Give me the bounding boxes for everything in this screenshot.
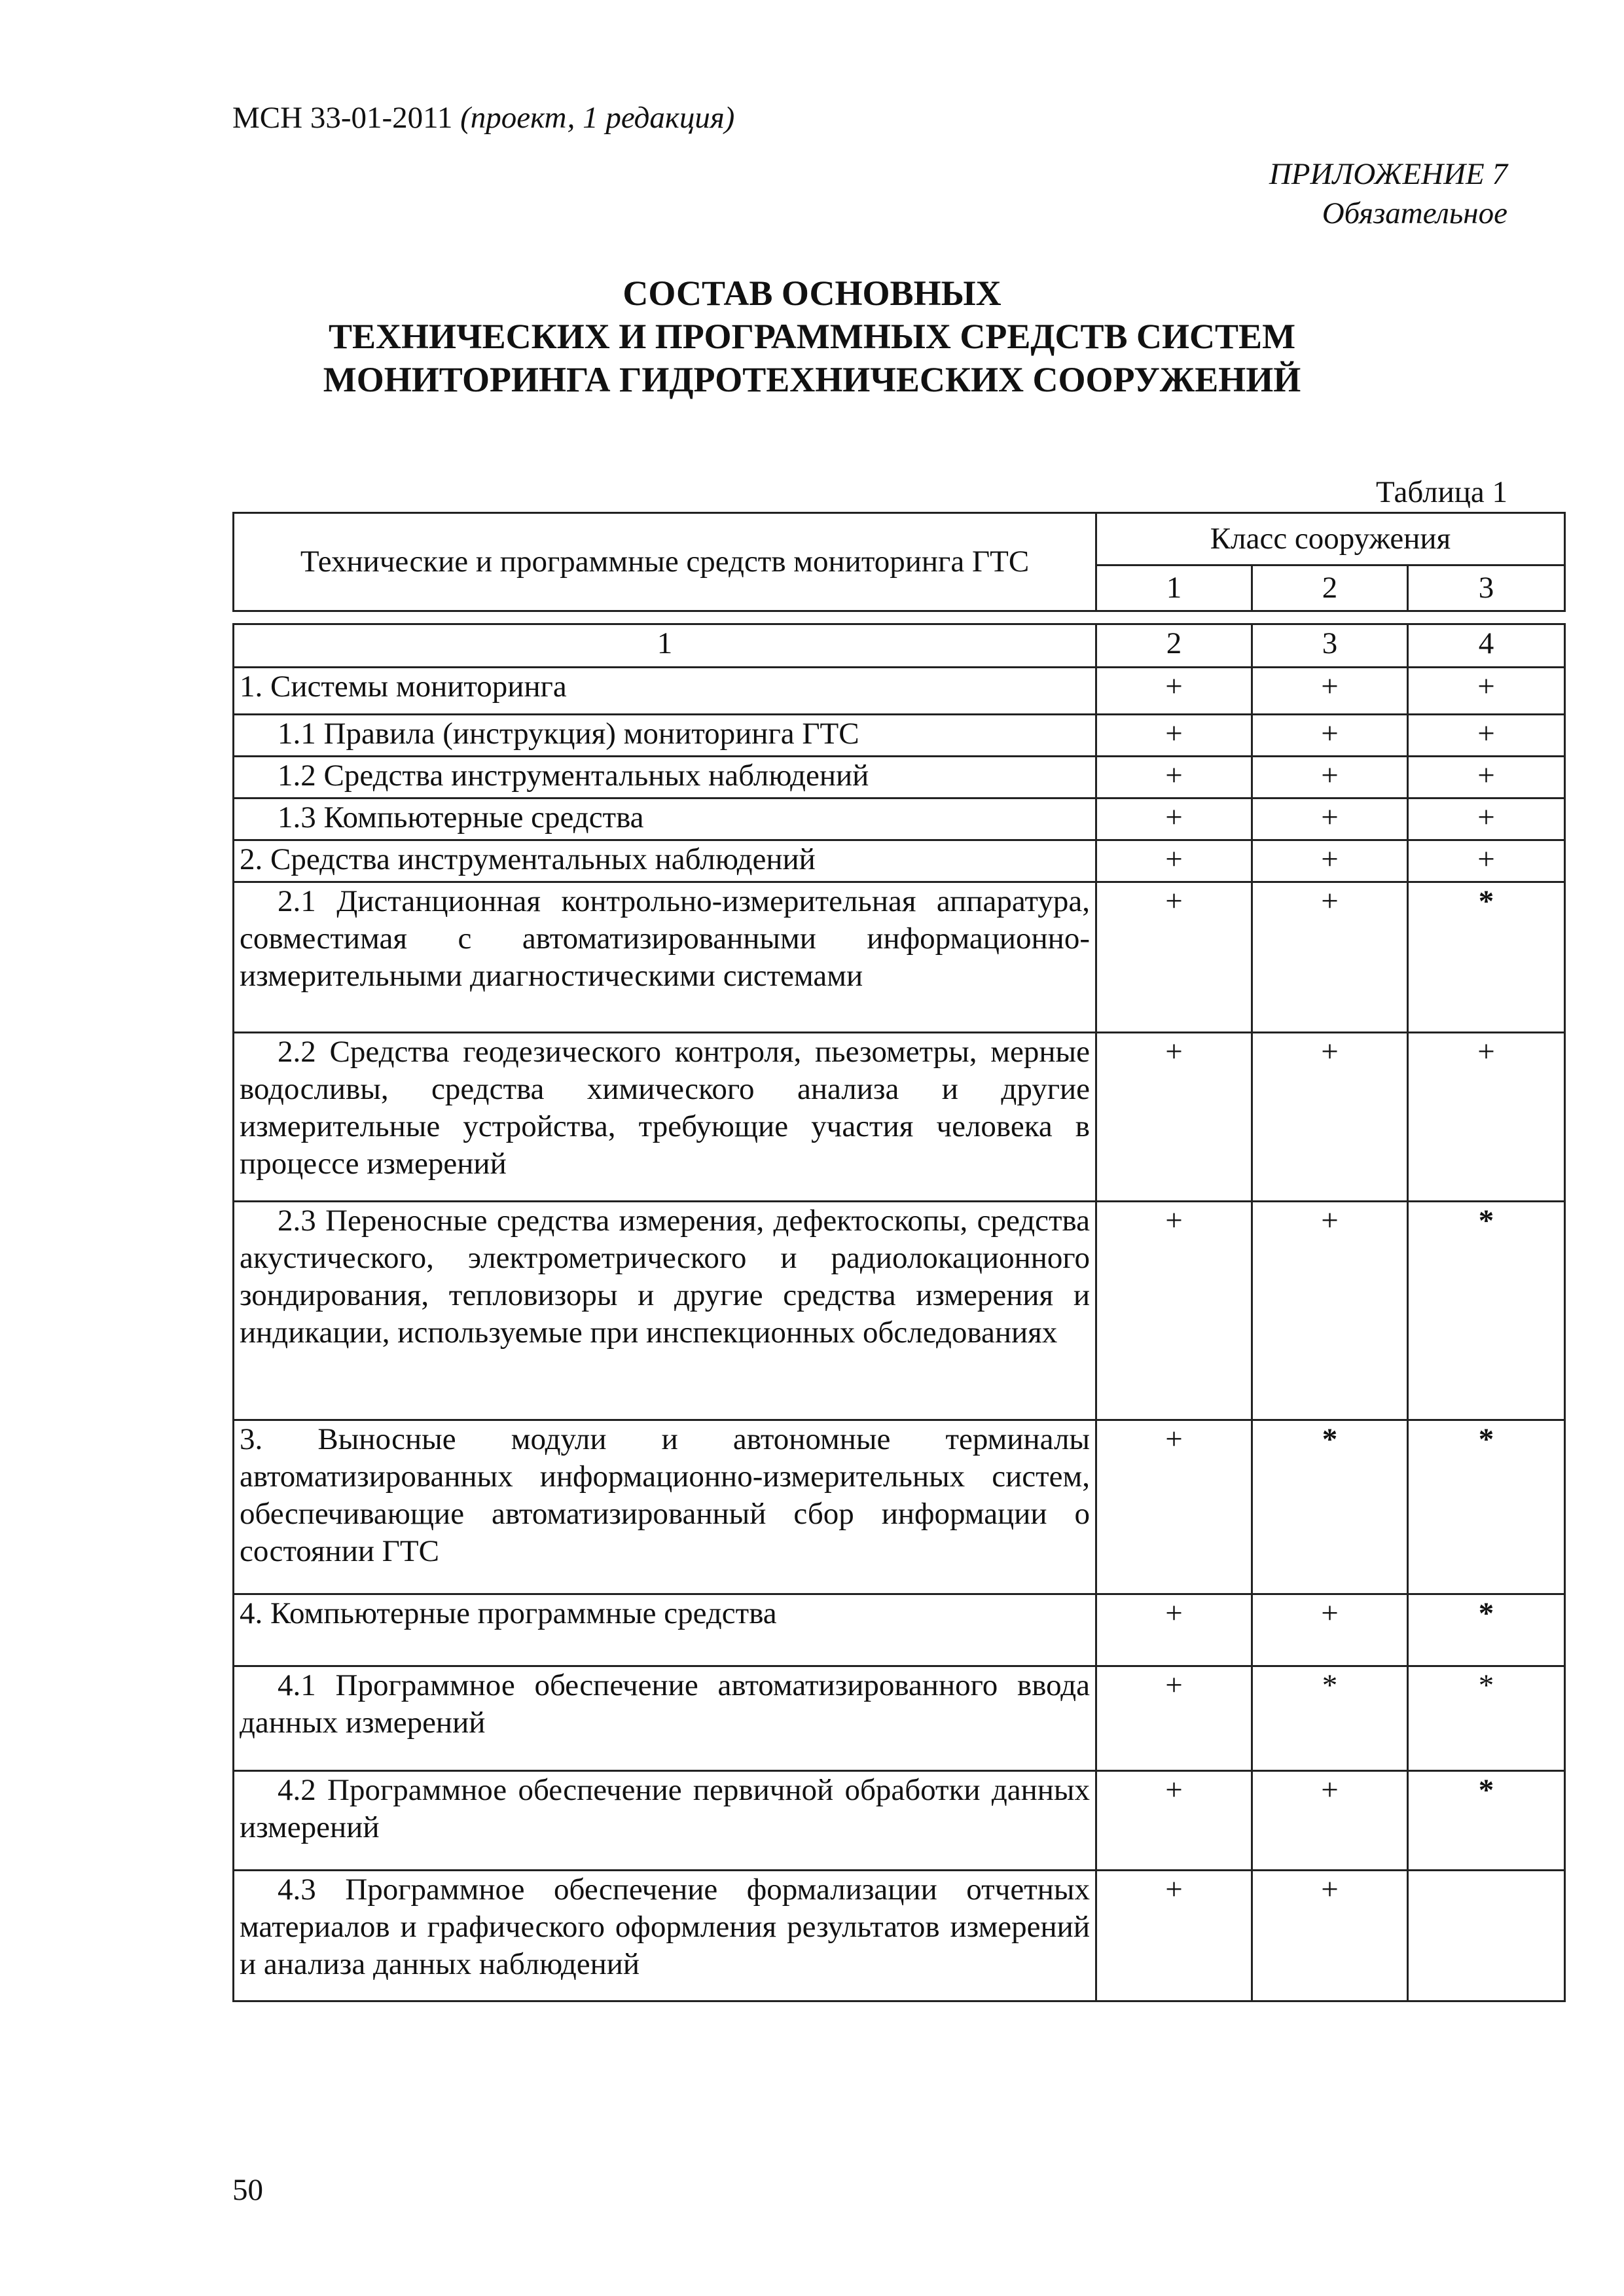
row-value-class-3: * <box>1408 1594 1565 1666</box>
row-value-class-3: + <box>1408 1033 1565 1202</box>
appendix-label <box>1269 154 1507 233</box>
row-value-class-1: + <box>1096 798 1252 840</box>
row-value-class-1: + <box>1096 757 1252 798</box>
table-header <box>232 512 1566 612</box>
table-row <box>234 1594 1565 1666</box>
row-description: 1.3 Компьютерные средства <box>234 798 1096 840</box>
appendix-number: ПРИЛОЖЕНИЕ 7 <box>1269 157 1507 191</box>
header-class-3: 3 <box>1408 565 1565 611</box>
row-description: 3. Выносные модули и автономные терминалы автоматизированных информационно-измерительных систем, обеспечивающие автоматизированный сбор информации о состоянии ГТС <box>234 1420 1096 1594</box>
row-value-class-2: * <box>1252 1420 1408 1594</box>
header-class-group: Класс сооружения <box>1096 513 1565 565</box>
row-description: 4.3 Программное обеспечение формализации отчетных материалов и графического оформления результатов измерений и анализа данных наблюдений <box>234 1871 1096 2001</box>
table-row <box>234 668 1565 715</box>
row-description: 1.2 Средства инструментальных наблюдений <box>234 757 1096 798</box>
page-number: 50 <box>232 2173 263 2207</box>
row-description: 4. Компьютерные программные средства <box>234 1594 1096 1666</box>
row-description: 2.1 Дистанционная контрольно-измерительная аппаратура, совместимая с автоматизированными информационно-измерительными диагностическими системами <box>234 882 1096 1033</box>
table-row <box>234 798 1565 840</box>
row-description: 4.2 Программное обеспечение первичной обработки данных измерений <box>234 1771 1096 1871</box>
row-value-class-1: + <box>1096 882 1252 1033</box>
table-row <box>234 1771 1565 1871</box>
row-value-class-2: + <box>1252 757 1408 798</box>
title-line-3: МОНИТОРИНГА ГИДРОТЕХНИЧЕСКИХ СООРУЖЕНИЙ <box>323 360 1301 399</box>
title-line-2: ТЕХНИЧЕСКИХ И ПРОГРАММНЫХ СРЕДСТВ СИСТЕМ <box>328 317 1296 356</box>
header-class-1: 1 <box>1096 565 1252 611</box>
row-value-class-1: + <box>1096 1666 1252 1771</box>
table-row <box>234 1033 1565 1202</box>
row-value-class-1: + <box>1096 1594 1252 1666</box>
row-description: 1.1 Правила (инструкция) мониторинга ГТС <box>234 715 1096 757</box>
data-table-body <box>234 624 1565 2001</box>
table-row <box>234 715 1565 757</box>
row-value-class-1: + <box>1096 715 1252 757</box>
row-value-class-1: + <box>1096 1771 1252 1871</box>
row-value-class-2: + <box>1252 798 1408 840</box>
row-value-class-2: + <box>1252 1871 1408 2001</box>
row-value-class-3: * <box>1408 1420 1565 1594</box>
column-number: 2 <box>1096 624 1252 668</box>
column-number: 4 <box>1408 624 1565 668</box>
row-description: 4.1 Программное обеспечение автоматизированного ввода данных измерений <box>234 1666 1096 1771</box>
header-description: Технические и программные средств мониторинга ГТС <box>234 513 1096 611</box>
row-value-class-1: + <box>1096 668 1252 715</box>
row-description: 1. Системы мониторинга <box>234 668 1096 715</box>
document-code-number: МСН 33-01-2011 <box>232 101 453 135</box>
row-description: 2.3 Переносные средства измерения, дефектоскопы, средства акустического, электрометрического и радиолокационного зондирования, тепловизоры и другие средства измерения и индикации, используемые при инспекционных обследованиях <box>234 1202 1096 1420</box>
page-title <box>0 272 1624 401</box>
row-value-class-1: + <box>1096 840 1252 882</box>
row-value-class-2: + <box>1252 1771 1408 1871</box>
row-value-class-2: + <box>1252 882 1408 1033</box>
row-value-class-1: + <box>1096 1033 1252 1202</box>
table-row <box>234 882 1565 1033</box>
row-value-class-3: * <box>1408 1202 1565 1420</box>
row-value-class-3: * <box>1408 1666 1565 1771</box>
row-value-class-2: + <box>1252 1033 1408 1202</box>
row-value-class-2: + <box>1252 715 1408 757</box>
row-value-class-2: + <box>1252 840 1408 882</box>
table-row <box>234 1666 1565 1771</box>
table-row <box>234 1202 1565 1420</box>
document-status: (проект, 1 редакция) <box>460 101 735 135</box>
table-label: Таблица 1 <box>1375 475 1507 509</box>
row-value-class-3: * <box>1408 882 1565 1033</box>
row-description: 2. Средства инструментальных наблюдений <box>234 840 1096 882</box>
row-value-class-3 <box>1408 1871 1565 2001</box>
row-value-class-1: + <box>1096 1420 1252 1594</box>
appendix-status: Обязательное <box>1322 196 1507 230</box>
row-value-class-2: + <box>1252 1202 1408 1420</box>
row-value-class-3: + <box>1408 668 1565 715</box>
row-value-class-3: + <box>1408 798 1565 840</box>
data-table <box>232 623 1566 2002</box>
row-value-class-3: + <box>1408 715 1565 757</box>
row-value-class-1: + <box>1096 1871 1252 2001</box>
row-value-class-2: + <box>1252 1594 1408 1666</box>
column-number: 1 <box>234 624 1096 668</box>
header-class-2: 2 <box>1252 565 1408 611</box>
table-row <box>234 1871 1565 2001</box>
row-value-class-2: * <box>1252 1666 1408 1771</box>
row-value-class-2: + <box>1252 668 1408 715</box>
column-number-row <box>234 624 1565 668</box>
row-description: 2.2 Средства геодезического контроля, пьезометры, мерные водосливы, средства химического анализа и другие измерительные устройства, требующие участия человека в процессе измерений <box>234 1033 1096 1202</box>
document-code <box>232 98 734 137</box>
table-row <box>234 757 1565 798</box>
title-line-1: СОСТАВ ОСНОВНЫХ <box>623 274 1001 313</box>
row-value-class-1: + <box>1096 1202 1252 1420</box>
row-value-class-3: * <box>1408 1771 1565 1871</box>
table-row <box>234 1420 1565 1594</box>
table-row <box>234 840 1565 882</box>
row-value-class-3: + <box>1408 757 1565 798</box>
column-number: 3 <box>1252 624 1408 668</box>
row-value-class-3: + <box>1408 840 1565 882</box>
